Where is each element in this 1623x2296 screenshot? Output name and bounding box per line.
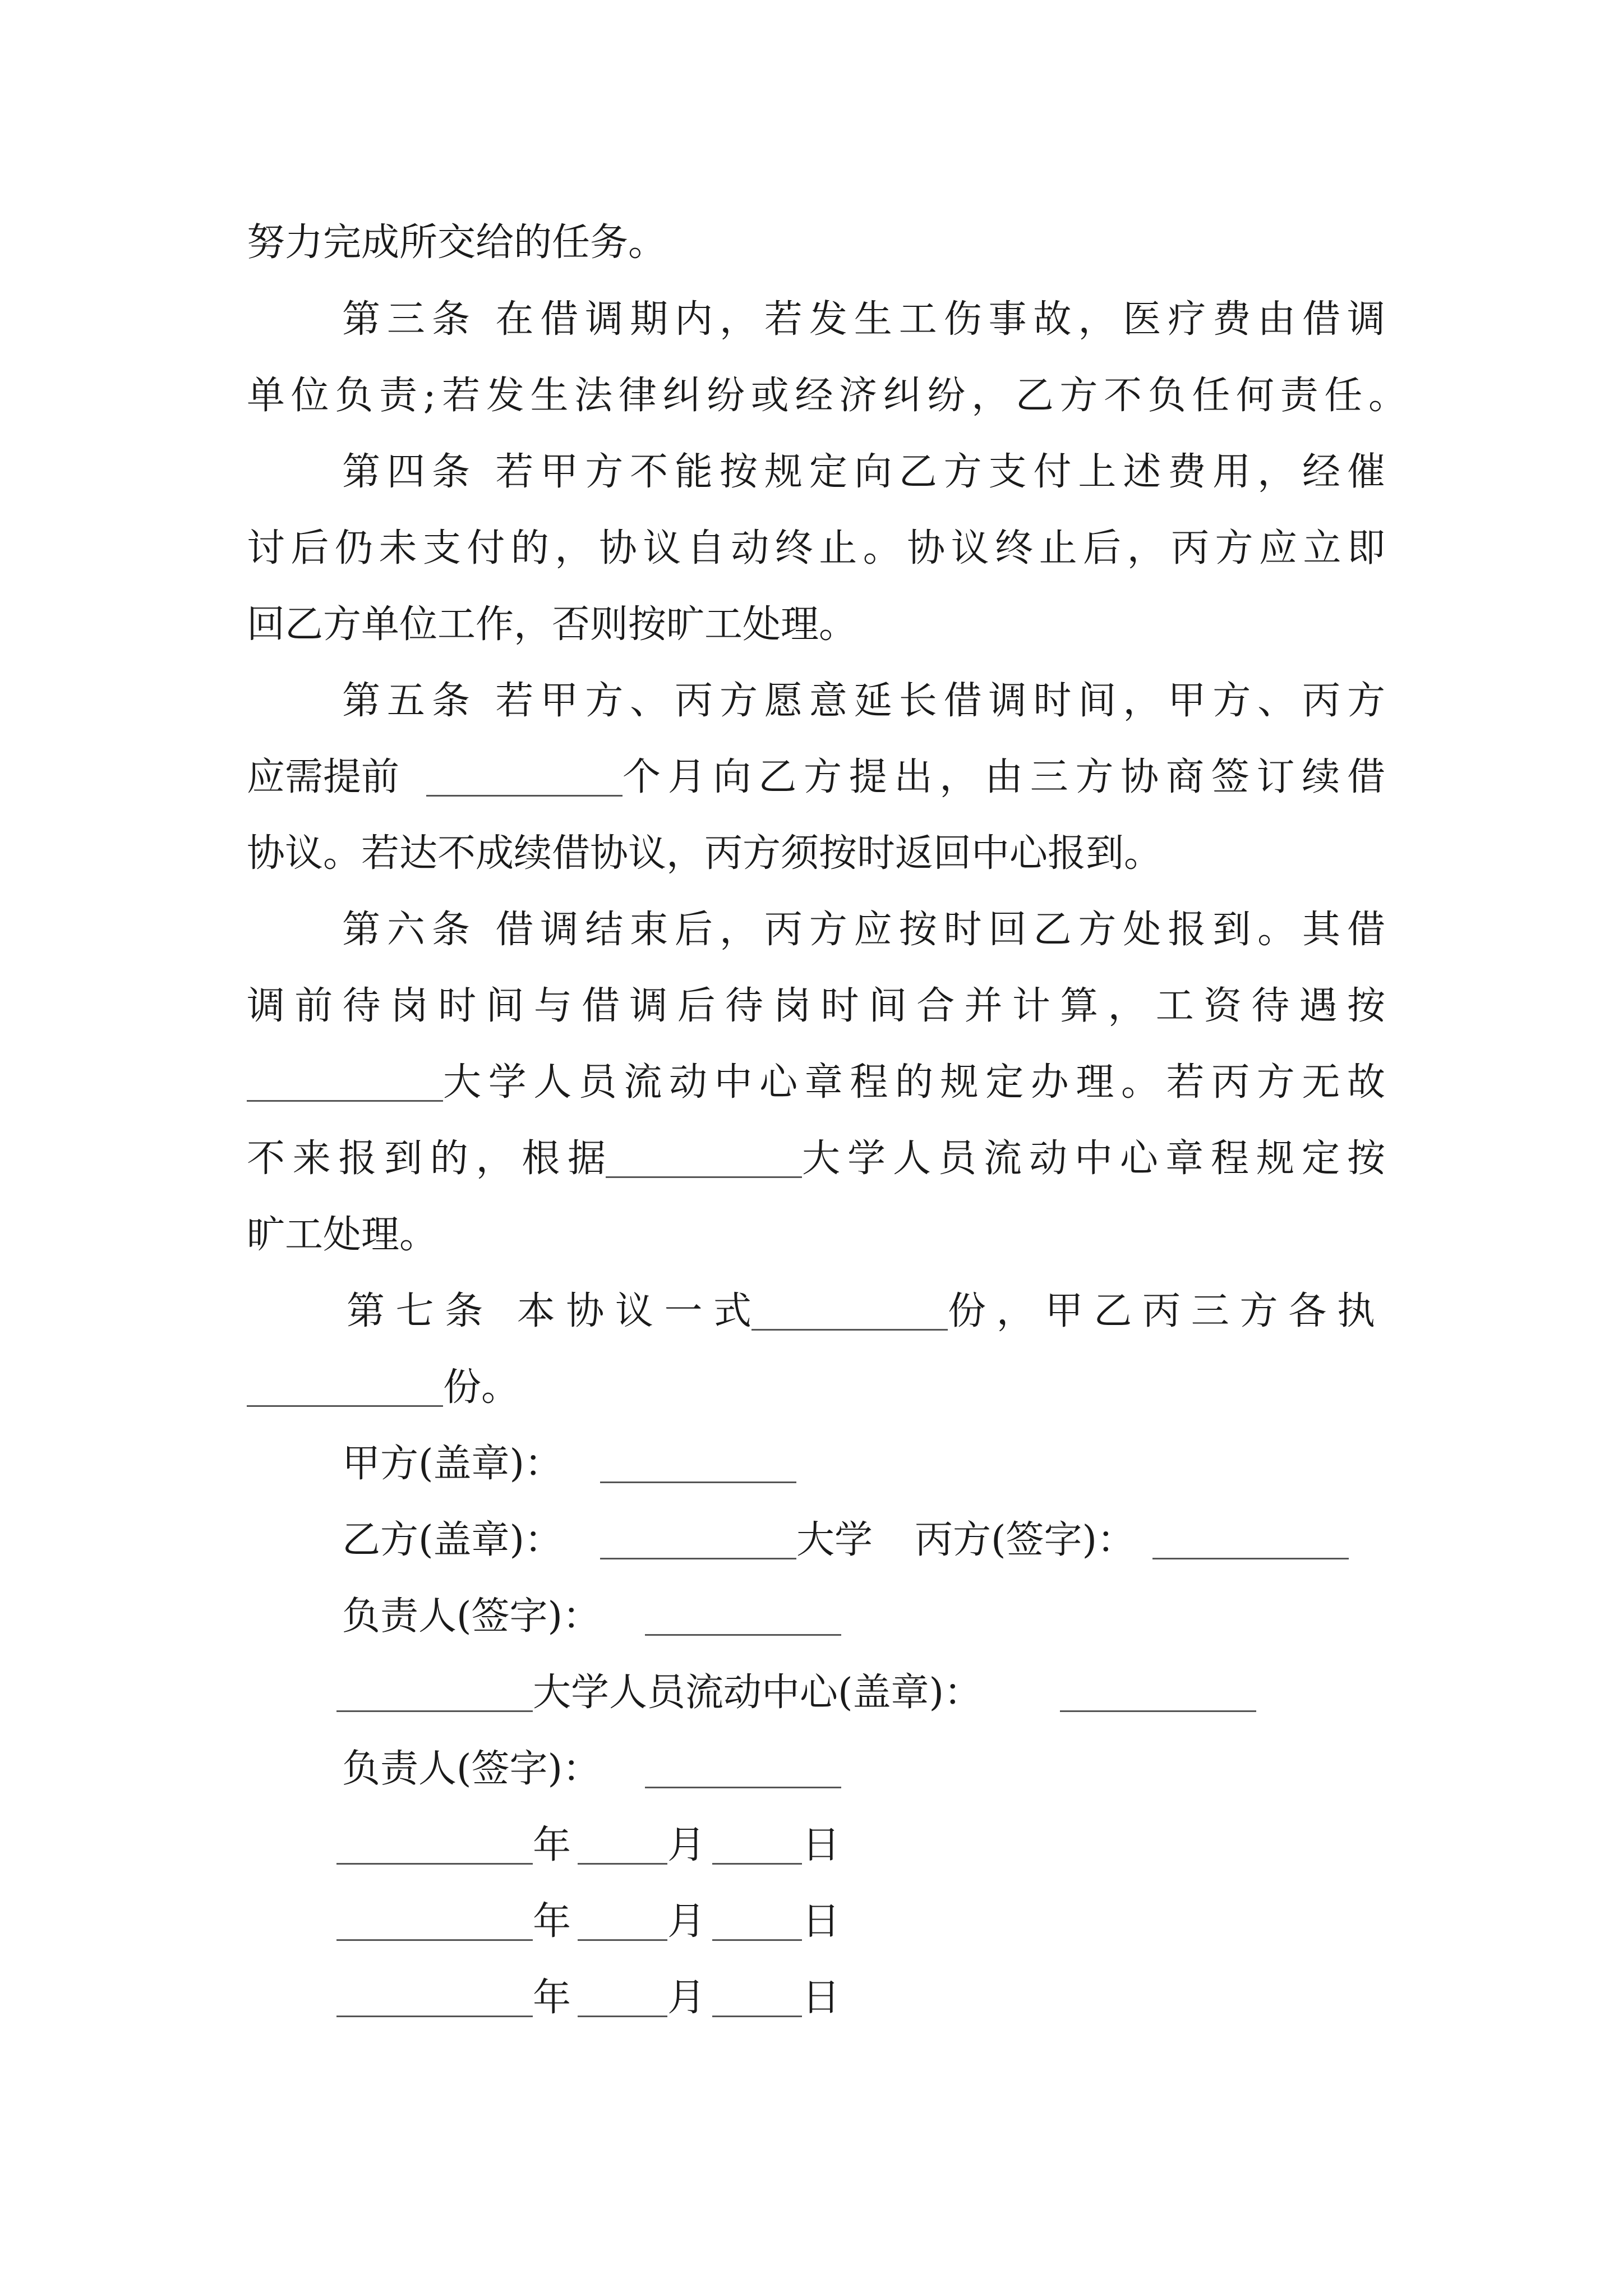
text-line (347, 1278, 1375, 1345)
article-6-line-1: 第六条 借调结束后，丙方应按时回乙方处报到。其借 (342, 908, 1385, 952)
article-6-line-4a: 不来报到的，根据 (247, 1137, 606, 1181)
copies-each-blank (247, 1340, 443, 1407)
university-name-blank (336, 1645, 533, 1712)
university-name-blank (606, 1111, 802, 1178)
article-7-line-1b: 份，甲乙丙三方各执 (948, 1289, 1375, 1333)
year-blank (336, 1950, 533, 2017)
article-5-line-2b: 个月向乙方提出，由三方协商签订续借 (623, 755, 1385, 799)
article-4-line-1: 第四条 若甲方不能按规定向乙方支付上述费用，经催 (342, 450, 1385, 494)
responsible-person-label: 负责人(签字)： (342, 1594, 601, 1639)
month-blank (578, 1797, 667, 1865)
copies-total-blank (751, 1263, 948, 1331)
month-blank (578, 1874, 667, 1941)
month-label: 月 (667, 1823, 706, 1867)
text-line (247, 820, 1162, 887)
paragraph-continuation: 努力完成所交给的任务。 (247, 220, 667, 265)
article-6-line-4b: 大学人员流动中心章程规定按 (802, 1137, 1385, 1181)
year-label: 年 (533, 1976, 571, 2020)
article-4-line-2: 讨后仍未支付的，协议自动终止。协议终止后，丙方应立即 (247, 526, 1385, 570)
text-line (247, 744, 1385, 811)
text-line (342, 668, 1385, 735)
year-label: 年 (533, 1823, 571, 1867)
text-line (247, 591, 857, 659)
year-blank (336, 1874, 533, 1941)
article-6-line-3: 大学人员流动中心章程的规定办理。若丙方无故 (443, 1060, 1385, 1105)
months-blank (426, 729, 623, 797)
center-label: 大学人员流动中心(盖章)： (533, 1671, 983, 1715)
party-c-blank (1152, 1492, 1349, 1559)
center-blank (1060, 1645, 1256, 1712)
year-blank (336, 1797, 533, 1865)
text-line (247, 1202, 437, 1269)
university-label: 大学 (796, 1518, 873, 1562)
article-5-line-1: 第五条 若甲方、丙方愿意延长借调时间，甲方、丙方 (342, 679, 1385, 723)
party-b-blank (600, 1492, 796, 1559)
responsible-person-blank (645, 1568, 841, 1636)
month-label: 月 (667, 1899, 706, 1944)
text-line (247, 973, 1385, 1040)
responsible-person-label: 负责人(签字)： (342, 1747, 601, 1791)
date-line (336, 1964, 840, 2032)
month-label: 月 (667, 1976, 706, 2020)
article-3-line-1: 第三条 在借调期内，若发生工伤事故，医疗费由借调 (342, 297, 1385, 342)
day-blank (712, 1874, 802, 1941)
text-line (247, 362, 1407, 430)
signature-line (336, 1659, 1256, 1727)
day-label: 日 (802, 1823, 841, 1867)
text-line (247, 209, 666, 277)
signature-line (342, 1430, 796, 1498)
party-a-blank (600, 1416, 796, 1483)
text-line (247, 515, 1385, 582)
date-line (336, 1812, 840, 1879)
text-line (247, 1354, 519, 1421)
day-label: 日 (802, 1899, 841, 1944)
party-a-label: 甲方(盖章)： (342, 1442, 563, 1486)
university-name-blank (247, 1034, 443, 1102)
party-c-label: 丙方(签字)： (915, 1518, 1136, 1562)
month-blank (578, 1950, 667, 2017)
day-blank (712, 1950, 802, 2017)
article-7-line-1a: 第七条 本协议一式 (347, 1289, 751, 1333)
day-blank (712, 1797, 802, 1865)
article-6-line-5: 旷工处理。 (247, 1213, 438, 1257)
text-line (342, 439, 1385, 506)
signature-line (342, 1583, 841, 1650)
date-line (336, 1888, 840, 1955)
text-line (247, 1049, 1385, 1116)
article-5-line-2a: 应需提前 (247, 755, 400, 799)
text-line (342, 286, 1385, 353)
year-label: 年 (533, 1899, 571, 1944)
signature-line (342, 1736, 841, 1803)
responsible-person-blank (645, 1721, 841, 1788)
day-label: 日 (802, 1976, 841, 2020)
article-7-line-2: 份。 (443, 1365, 520, 1410)
party-b-label: 乙方(盖章)： (342, 1518, 563, 1562)
article-3-line-2: 单位负责;若发生法律纠纷或经济纠纷，乙方不负任何责任。 (247, 374, 1407, 418)
article-4-line-3: 回乙方单位工作，否则按旷工处理。 (247, 602, 857, 647)
text-line (342, 896, 1385, 964)
article-5-line-3: 协议。若达不成续借协议，丙方须按时返回中心报到。 (247, 831, 1163, 876)
text-line (247, 1125, 1385, 1193)
signature-line (342, 1507, 1349, 1574)
article-6-line-2: 调前待岗时间与借调后待岗时间合并计算，工资待遇按 (247, 984, 1385, 1028)
